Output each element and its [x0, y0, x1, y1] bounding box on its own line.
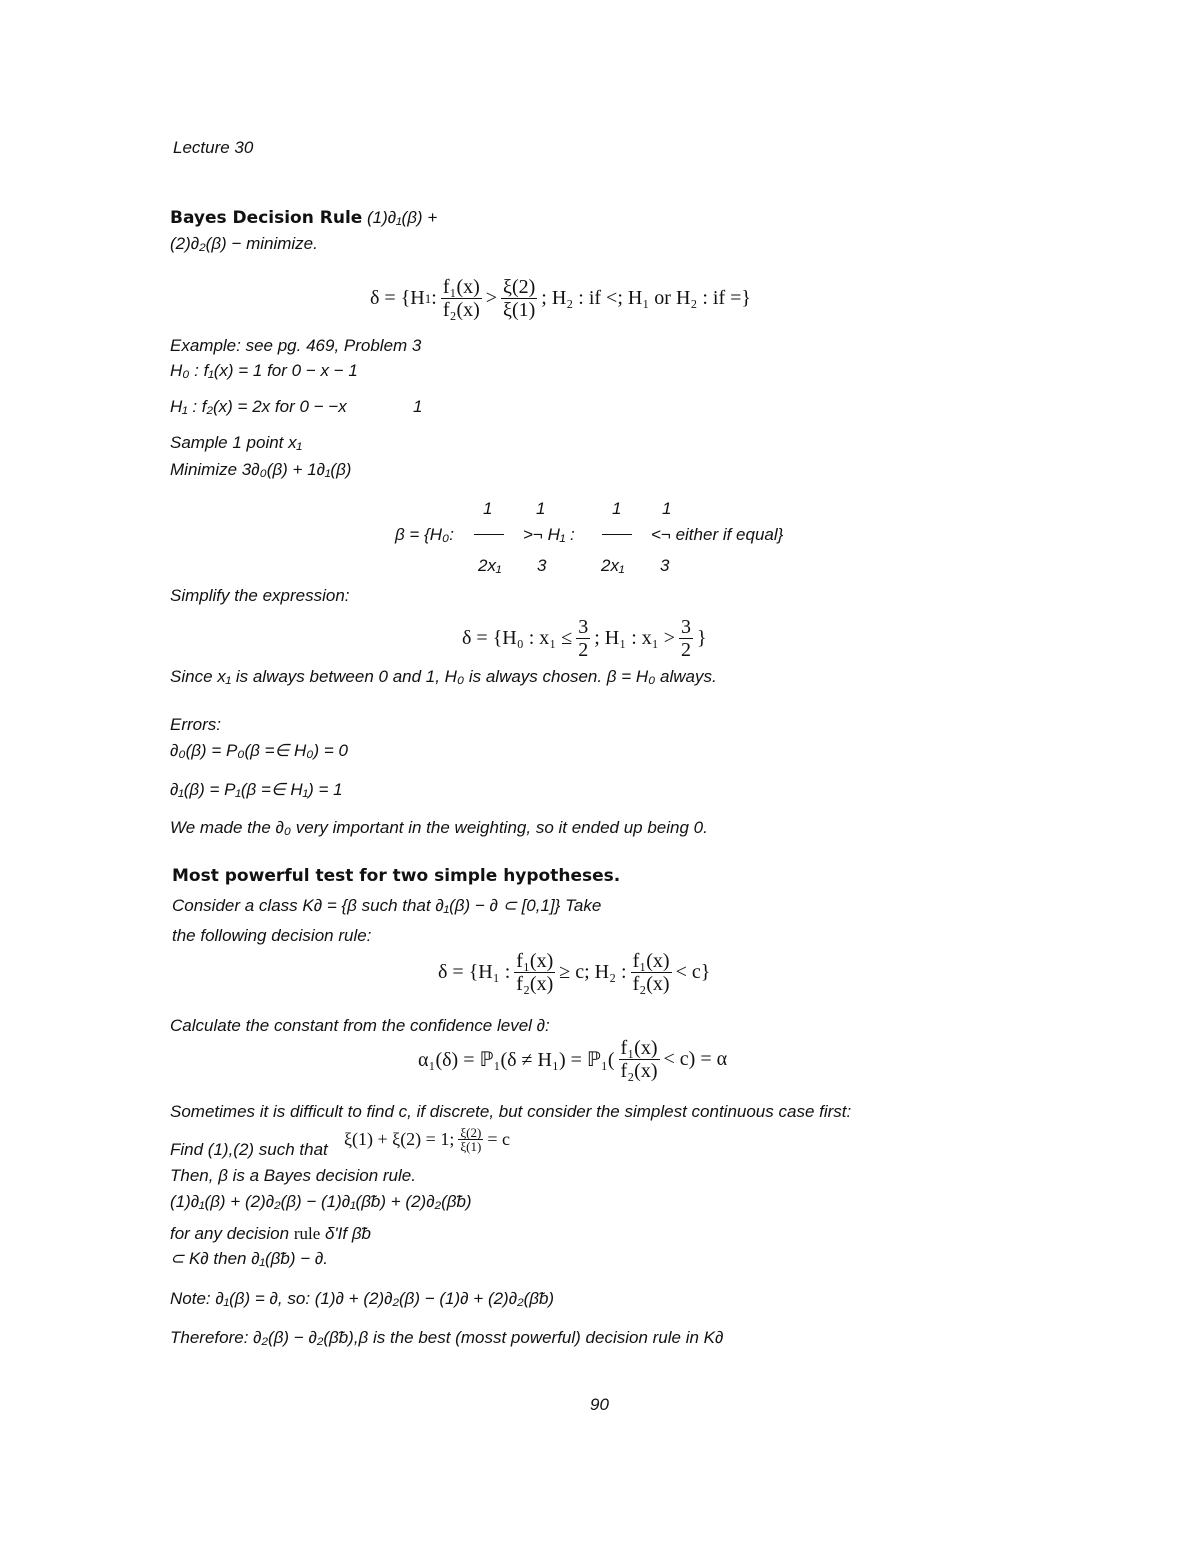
- mpt-rule-c: < c}: [675, 961, 711, 983]
- alpha-formula-a: α₁(δ) = ℙ₁(δ ≠ H₁) = ℙ₁(: [418, 1049, 615, 1071]
- bayes-rule-title: Bayes Decision Rule: [170, 208, 363, 228]
- bayes-formula-xi-den: ξ(1): [503, 299, 536, 321]
- mpt-any-rule: [170, 1224, 371, 1244]
- bayes-rule-title-rest: (1)∂₁(β) +: [362, 208, 438, 227]
- alpha-frac-den: f₂(x): [620, 1060, 658, 1082]
- hypothesis-h1: H₁ : f₂(x) = 2x for 0 − −x: [170, 397, 347, 416]
- bayes-formula-gt: >: [485, 287, 498, 309]
- bayes-formula-ratio: [441, 276, 482, 321]
- beta-rule-lhs: β = {H₀:: [395, 525, 454, 544]
- bayes-formula: [370, 276, 751, 321]
- beta-den-a: 2x₁: [478, 556, 502, 575]
- mpt-find-math: ξ(1) + ξ(2) = 1;: [344, 1129, 455, 1149]
- mpt-find-den: ξ(1): [460, 1139, 482, 1154]
- mpt-rule-den-1: f₂(x): [516, 973, 554, 995]
- page-number: 90: [590, 1395, 609, 1414]
- mpt-find-text: Find (1),(2) such that: [170, 1140, 328, 1159]
- bayes-formula-den: f₂(x): [442, 299, 480, 321]
- sample-line: Sample 1 point x₁: [170, 433, 302, 452]
- beta-den-c: 2x₁: [601, 556, 625, 575]
- bayes-rule-line-2: (2)∂₂(β) − minimize.: [170, 234, 318, 253]
- alpha-formula: [418, 1037, 727, 1082]
- simplify-formula-c: }: [697, 627, 707, 649]
- beta-fraction-bar-b: [602, 534, 632, 535]
- beta-num-c: 1: [612, 499, 622, 518]
- mpt-rule-num-1: f₁(x): [516, 950, 554, 972]
- mpt-rule-formula: [438, 950, 710, 995]
- beta-rule-tail: <¬ either if equal}: [651, 525, 784, 544]
- simplify-frac-2: [679, 616, 693, 661]
- mpt-note: Note: ∂₁(β) = ∂, so: (1)∂ + (2)∂₂(β) − (1)∂ + (2)∂₂(βᵬ): [170, 1289, 555, 1308]
- bayes-formula-tail: ; H₂ : if <; H₁ or H₂ : if =}: [541, 287, 752, 309]
- mpt-rule-b: ≥ c; H₂ :: [559, 961, 627, 983]
- mpt-rule-a: δ = {H₁ :: [438, 961, 511, 983]
- mpt-find: [170, 1140, 328, 1160]
- simplify-formula-a: δ = {H₀ : x₁ ≤: [462, 627, 573, 649]
- beta-den-d: 3: [660, 556, 670, 575]
- simplify-frac-1-den: 2: [578, 639, 589, 661]
- errors-label: Errors:: [170, 715, 221, 734]
- bayes-formula-lhs: δ = {H: [370, 287, 425, 309]
- mpt-rule-frac-1: [514, 950, 555, 995]
- errors-note: We made the ∂₀ very important in the weighting, so it ended up being 0.: [170, 818, 708, 837]
- bayes-rule-line: [170, 208, 437, 228]
- mpt-then: Then, β is a Bayes decision rule.: [170, 1166, 416, 1185]
- simplify-frac-1-num: 3: [578, 616, 589, 638]
- alpha-formula-b: < c) = α: [663, 1048, 728, 1070]
- mpt-any-b: rule: [293, 1224, 321, 1243]
- mpt-following: the following decision rule:: [172, 926, 372, 945]
- beta-rule-mid: >¬ H₁ :: [523, 525, 575, 544]
- bayes-formula-num: f₁(x): [442, 276, 480, 298]
- mpt-find-tail: = c: [487, 1129, 510, 1149]
- beta-den-b: 3: [537, 556, 547, 575]
- alpha-frac-num: f₁(x): [620, 1037, 658, 1059]
- mpt-ka: ⊂ K∂ then ∂₁(βᵬ) − ∂.: [170, 1249, 328, 1268]
- mpt-find-formula: [344, 1126, 510, 1153]
- error-zero: ∂₀(β) = P₀(β =∈ H₀) = 0: [170, 741, 348, 760]
- alpha-frac: [619, 1037, 660, 1082]
- hypothesis-h1-tail: 1: [413, 397, 423, 416]
- mpt-inequality: (1)∂₁(β) + (2)∂₂(β) − (1)∂₁(βᵬ) + (2)∂₂(βᵬ): [170, 1192, 472, 1211]
- minimize-line: Minimize 3∂₀(β) + 1∂₁(β): [170, 460, 352, 479]
- mpt-any-c: δ'If βᵬ: [320, 1224, 372, 1243]
- beta-num-b: 1: [536, 499, 546, 518]
- bayes-formula-sub: 1: [424, 290, 432, 306]
- mpt-rule-den-2: f₂(x): [632, 973, 670, 995]
- beta-fraction-bar-a: [474, 534, 504, 535]
- mpt-consider: Consider a class K∂ = {β such that ∂₁(β) − ∂ ⊂ [0,1]} Take: [172, 896, 602, 915]
- simplify-formula-b: ; H₁ : x₁ >: [594, 627, 676, 649]
- mpt-therefore: Therefore: ∂₂(β) − ∂₂(βᵬ),β is the best (mosst powerful) decision rule in K∂: [170, 1328, 724, 1347]
- mpt-rule-num-2: f₁(x): [632, 950, 670, 972]
- hypothesis-h0: H₀ : f₁(x) = 1 for 0 − x − 1: [170, 361, 358, 380]
- beta-num-a: 1: [483, 499, 493, 518]
- bayes-formula-xi-ratio: [501, 276, 537, 321]
- mpt-rule-frac-2: [631, 950, 672, 995]
- error-one: ∂₁(β) = P₁(β =∈ H₁) = 1: [170, 780, 343, 799]
- mpt-find-frac: [458, 1126, 483, 1153]
- simplify-formula: [462, 616, 707, 661]
- mpt-sometimes: Sometimes it is difficult to find c, if discrete, but consider the simplest continuous case first:: [170, 1102, 852, 1121]
- bayes-formula-colon: :: [431, 287, 437, 309]
- simplify-frac-1: [576, 616, 590, 661]
- mpt-any-a: for any decision: [170, 1224, 290, 1243]
- example-reference: Example: see pg. 469, Problem 3: [170, 336, 422, 355]
- simplify-frac-2-den: 2: [681, 639, 692, 661]
- simplify-frac-2-num: 3: [681, 616, 692, 638]
- since-line: Since x₁ is always between 0 and 1, H₀ is always chosen. β = H₀ always.: [170, 667, 717, 686]
- lecture-heading: Lecture 30: [173, 138, 254, 157]
- mpt-heading: Most powerful test for two simple hypotheses.: [172, 866, 621, 886]
- bayes-formula-xi-num: ξ(2): [503, 276, 536, 298]
- mpt-calculate: Calculate the constant from the confidence level ∂:: [170, 1016, 550, 1035]
- mpt-find-num: ξ(2): [460, 1125, 482, 1140]
- simplify-label: Simplify the expression:: [170, 586, 350, 605]
- beta-num-d: 1: [662, 499, 672, 518]
